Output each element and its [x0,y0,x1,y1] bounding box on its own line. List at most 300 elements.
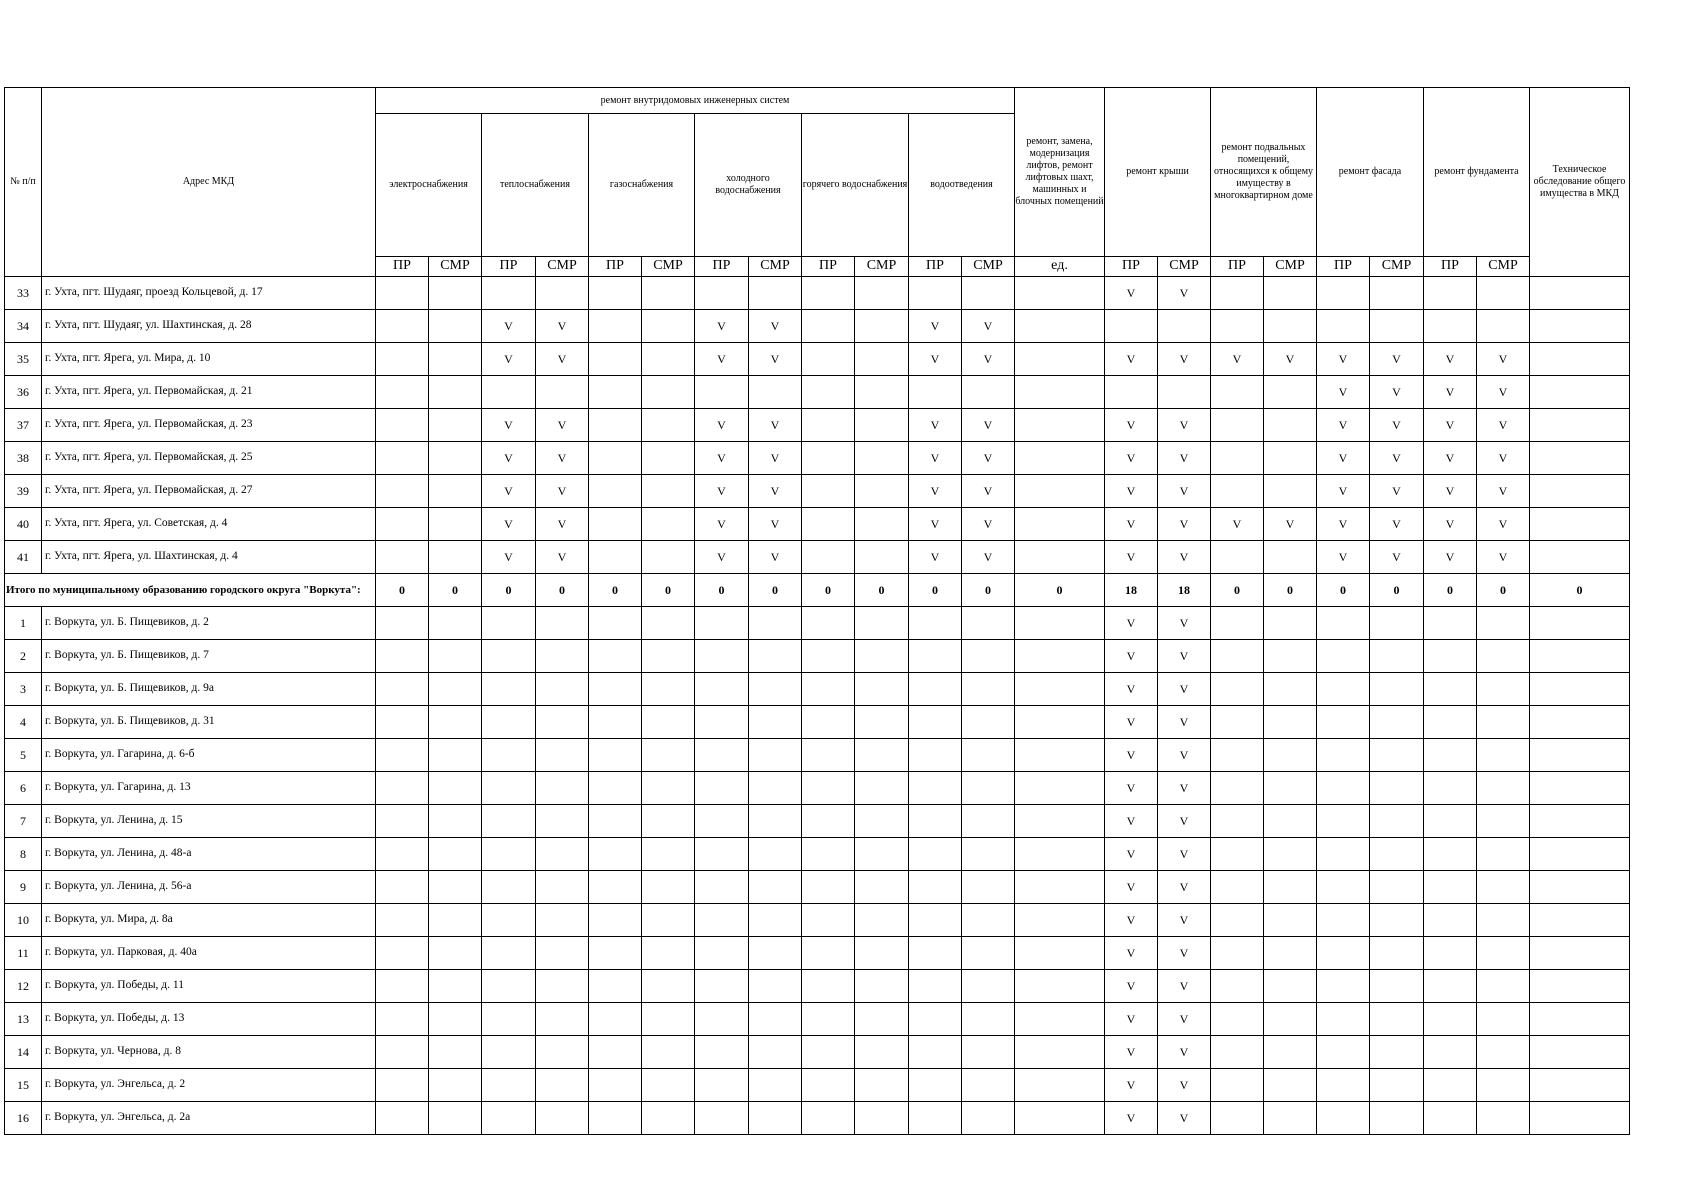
work-mark-cell [429,706,482,739]
header-heating: теплоснабжения [482,114,589,257]
work-mark-cell: V [482,508,536,541]
work-mark-cell [749,277,802,310]
work-mark-cell [536,970,589,1003]
work-mark-cell: V [1158,706,1211,739]
work-mark-cell [642,904,695,937]
work-mark-cell [1211,739,1264,772]
survey-cell [1530,277,1630,310]
work-mark-cell [376,805,429,838]
work-mark-cell [429,1102,482,1135]
work-mark-cell: V [1158,409,1211,442]
work-mark-cell [1211,442,1264,475]
row-address: г. Ухта, пгт. Ярега, ул. Первомайская, д. 21 [42,376,376,409]
work-mark-cell [642,343,695,376]
work-mark-cell [429,970,482,1003]
work-mark-cell: V [536,541,589,574]
total-value: 0 [482,574,536,607]
work-mark-cell [749,640,802,673]
table-row [5,640,1630,673]
work-mark-cell [802,1003,855,1036]
total-value: 18 [1105,574,1158,607]
subheader-pr: ПР [695,257,749,277]
work-mark-cell [429,1003,482,1036]
work-mark-cell [1477,838,1530,871]
work-mark-cell [376,739,429,772]
work-mark-cell [1424,640,1477,673]
work-mark-cell [855,904,909,937]
row-address: г. Воркута, ул. Б. Пищевиков, д. 2 [42,607,376,640]
work-mark-cell [962,673,1015,706]
work-mark-cell [962,871,1015,904]
work-mark-cell [429,541,482,574]
work-mark-cell [429,739,482,772]
row-address: г. Воркута, ул. Ленина, д. 56-а [42,871,376,904]
work-mark-cell [1317,1102,1370,1135]
work-mark-cell [855,838,909,871]
work-mark-cell [962,376,1015,409]
work-mark-cell [589,343,642,376]
work-mark-cell [1211,706,1264,739]
work-mark-cell: V [1370,442,1424,475]
work-mark-cell [1424,871,1477,904]
repair-schedule-table [4,87,1630,1135]
work-mark-cell: V [1424,475,1477,508]
work-mark-cell [536,673,589,706]
work-mark-cell [429,1069,482,1102]
header-roof: ремонт крыши [1105,88,1211,257]
table-row [5,277,1630,310]
row-address: г. Воркута, ул. Ленина, д. 48-а [42,838,376,871]
work-mark-cell [749,871,802,904]
work-mark-cell: V [482,409,536,442]
work-mark-cell [1424,1036,1477,1069]
work-mark-cell [802,376,855,409]
work-mark-cell [642,805,695,838]
work-mark-cell [376,1102,429,1135]
work-mark-cell [749,1003,802,1036]
work-mark-cell [1211,409,1264,442]
work-mark-cell [1264,706,1317,739]
survey-cell [1530,1036,1630,1069]
work-mark-cell [1264,970,1317,1003]
row-number: 8 [5,838,42,871]
work-mark-cell [1211,1036,1264,1069]
work-mark-cell [429,376,482,409]
table-row [5,607,1630,640]
work-mark-cell [536,937,589,970]
work-mark-cell [855,706,909,739]
work-mark-cell [1015,442,1105,475]
table-row [5,343,1630,376]
work-mark-cell [695,376,749,409]
work-mark-cell [802,838,855,871]
work-mark-cell: V [536,343,589,376]
work-mark-cell [695,772,749,805]
work-mark-cell: V [1264,508,1317,541]
work-mark-cell [909,904,962,937]
row-number: 36 [5,376,42,409]
row-number: 39 [5,475,42,508]
subheader-pr: ПР [1105,257,1158,277]
work-mark-cell [962,1036,1015,1069]
work-mark-cell [1424,739,1477,772]
work-mark-cell [1370,673,1424,706]
total-value: 0 [589,574,642,607]
work-mark-cell [589,442,642,475]
work-mark-cell [1264,376,1317,409]
work-mark-cell [1477,310,1530,343]
work-mark-cell [802,442,855,475]
work-mark-cell [962,904,1015,937]
work-mark-cell [1317,607,1370,640]
work-mark-cell [1264,1102,1317,1135]
work-mark-cell [1015,871,1105,904]
work-mark-cell [376,277,429,310]
survey-cell [1530,1069,1630,1102]
total-value: 0 [1211,574,1264,607]
subheader-pr: ПР [1317,257,1370,277]
work-mark-cell [962,607,1015,640]
work-mark-cell [802,1036,855,1069]
work-mark-cell [429,871,482,904]
table-row [5,805,1630,838]
subheader-pr: ПР [1424,257,1477,277]
work-mark-cell [482,838,536,871]
work-mark-cell [589,1036,642,1069]
work-mark-cell [1370,1003,1424,1036]
total-value: 0 [962,574,1015,607]
work-mark-cell [1477,739,1530,772]
work-mark-cell [642,871,695,904]
work-mark-cell [1317,904,1370,937]
work-mark-cell [1211,772,1264,805]
work-mark-cell [376,607,429,640]
work-mark-cell [1211,1102,1264,1135]
work-mark-cell [589,310,642,343]
work-mark-cell: V [1105,1102,1158,1135]
work-mark-cell [1317,805,1370,838]
work-mark-cell: V [1105,1003,1158,1036]
work-mark-cell [536,805,589,838]
work-mark-cell [482,805,536,838]
work-mark-cell [482,673,536,706]
work-mark-cell: V [1317,343,1370,376]
work-mark-cell [1264,1003,1317,1036]
work-mark-cell [855,970,909,1003]
work-mark-cell [855,937,909,970]
work-mark-cell: V [749,508,802,541]
work-mark-cell [642,1102,695,1135]
work-mark-cell [749,904,802,937]
work-mark-cell [962,772,1015,805]
work-mark-cell [589,1003,642,1036]
survey-cell [1530,508,1630,541]
work-mark-cell [909,1003,962,1036]
work-mark-cell [802,673,855,706]
work-mark-cell [1015,838,1105,871]
row-address: г. Воркута, ул. Мира, д. 8а [42,904,376,937]
work-mark-cell [1211,640,1264,673]
work-mark-cell [1477,1069,1530,1102]
work-mark-cell [1477,1102,1530,1135]
work-mark-cell [642,1036,695,1069]
work-mark-cell [589,409,642,442]
subheader-smr: СМР [642,257,695,277]
work-mark-cell [482,937,536,970]
work-mark-cell [1317,1003,1370,1036]
work-mark-cell: V [962,343,1015,376]
work-mark-cell [429,772,482,805]
subheader-smr: СМР [855,257,909,277]
work-mark-cell: V [1317,508,1370,541]
work-mark-cell [642,739,695,772]
work-mark-cell: V [1317,376,1370,409]
work-mark-cell [376,706,429,739]
work-mark-cell [1424,706,1477,739]
work-mark-cell [1158,310,1211,343]
work-mark-cell: V [536,475,589,508]
work-mark-cell [855,640,909,673]
work-mark-cell [589,1069,642,1102]
work-mark-cell [642,1069,695,1102]
work-mark-cell: V [1158,838,1211,871]
work-mark-cell [1264,607,1317,640]
total-value: 0 [1015,574,1105,607]
work-mark-cell [1264,673,1317,706]
work-mark-cell [429,937,482,970]
subheader-smr: СМР [749,257,802,277]
work-mark-cell [482,1102,536,1135]
row-number: 15 [5,1069,42,1102]
work-mark-cell: V [1370,409,1424,442]
work-mark-cell [1015,1102,1105,1135]
work-mark-cell: V [1158,1102,1211,1135]
work-mark-cell [855,805,909,838]
work-mark-cell [802,475,855,508]
work-mark-cell [855,310,909,343]
work-mark-cell: V [749,541,802,574]
work-mark-cell [695,673,749,706]
work-mark-cell: V [1158,772,1211,805]
total-value: 0 [855,574,909,607]
work-mark-cell [1477,640,1530,673]
work-mark-cell [1370,739,1424,772]
work-mark-cell [1015,772,1105,805]
work-mark-cell [1264,805,1317,838]
work-mark-cell [482,772,536,805]
work-mark-cell [429,838,482,871]
work-mark-cell [802,343,855,376]
work-mark-cell [1264,409,1317,442]
row-number: 13 [5,1003,42,1036]
work-mark-cell [536,838,589,871]
work-mark-cell [1424,838,1477,871]
total-value: 0 [1530,574,1630,607]
work-mark-cell [1211,838,1264,871]
work-mark-cell: V [749,475,802,508]
table-row [5,871,1630,904]
work-mark-cell [482,277,536,310]
work-mark-cell [909,706,962,739]
work-mark-cell [1370,772,1424,805]
work-mark-cell [1424,1069,1477,1102]
work-mark-cell [1264,739,1317,772]
work-mark-cell [1424,1003,1477,1036]
work-mark-cell [376,772,429,805]
work-mark-cell [642,1003,695,1036]
work-mark-cell [695,706,749,739]
total-value: 0 [749,574,802,607]
header-basement: ремонт подвальных помещений, относящихся к общему имуществу в многоквартирном доме [1211,88,1317,257]
work-mark-cell [536,1036,589,1069]
work-mark-cell [1477,970,1530,1003]
work-mark-cell [589,1102,642,1135]
subheader-smr: СМР [1158,257,1211,277]
work-mark-cell [589,838,642,871]
work-mark-cell [589,739,642,772]
work-mark-cell: V [695,475,749,508]
work-mark-cell [802,1102,855,1135]
row-number: 5 [5,739,42,772]
table-row [5,838,1630,871]
work-mark-cell [802,1069,855,1102]
work-mark-cell [909,673,962,706]
row-number: 10 [5,904,42,937]
table-row [5,706,1630,739]
work-mark-cell [589,772,642,805]
work-mark-cell [1015,1036,1105,1069]
work-mark-cell [695,1069,749,1102]
work-mark-cell: V [1424,541,1477,574]
work-mark-cell [376,970,429,1003]
work-mark-cell [1370,1069,1424,1102]
work-mark-cell [589,508,642,541]
work-mark-cell [855,673,909,706]
work-mark-cell [642,970,695,1003]
row-number: 34 [5,310,42,343]
header-facade: ремонт фасада [1317,88,1424,257]
work-mark-cell [429,277,482,310]
work-mark-cell [909,838,962,871]
work-mark-cell [695,1036,749,1069]
work-mark-cell [909,376,962,409]
work-mark-cell [855,871,909,904]
work-mark-cell [1264,310,1317,343]
work-mark-cell [482,1003,536,1036]
work-mark-cell: V [749,409,802,442]
work-mark-cell: V [1105,1069,1158,1102]
work-mark-cell [1424,1102,1477,1135]
work-mark-cell: V [1317,475,1370,508]
work-mark-cell [749,970,802,1003]
table-row [5,508,1630,541]
work-mark-cell [1370,706,1424,739]
work-mark-cell [1015,310,1105,343]
row-number: 9 [5,871,42,904]
row-number: 1 [5,607,42,640]
work-mark-cell [855,1102,909,1135]
work-mark-cell [695,1003,749,1036]
work-mark-cell: V [695,310,749,343]
work-mark-cell [1211,310,1264,343]
row-number: 37 [5,409,42,442]
work-mark-cell [962,739,1015,772]
work-mark-cell [642,706,695,739]
subheader-unit: ед. [1015,257,1105,277]
row-number: 14 [5,1036,42,1069]
survey-cell [1530,706,1630,739]
work-mark-cell [1317,772,1370,805]
work-mark-cell [695,937,749,970]
work-mark-cell [1317,1036,1370,1069]
work-mark-cell: V [1105,508,1158,541]
work-mark-cell [1211,376,1264,409]
work-mark-cell [1211,1003,1264,1036]
work-mark-cell [749,376,802,409]
work-mark-cell [1424,277,1477,310]
header-lifts: ремонт, замена, модернизация лифтов, ремонт лифтовых шахт, машинных и блочных помещений [1015,88,1105,257]
work-mark-cell [1317,838,1370,871]
work-mark-cell [802,871,855,904]
work-mark-cell: V [1424,508,1477,541]
work-mark-cell [642,937,695,970]
work-mark-cell [589,937,642,970]
work-mark-cell [962,1003,1015,1036]
work-mark-cell [376,1036,429,1069]
table-row [5,970,1630,1003]
work-mark-cell [1424,970,1477,1003]
work-mark-cell [482,640,536,673]
work-mark-cell [536,1102,589,1135]
work-mark-cell: V [909,508,962,541]
work-mark-cell [482,904,536,937]
work-mark-cell: V [962,442,1015,475]
work-mark-cell [695,1102,749,1135]
table-row [5,541,1630,574]
work-mark-cell [1424,937,1477,970]
work-mark-cell [802,277,855,310]
header-electricity: электроснабжения [376,114,482,257]
work-mark-cell [1211,475,1264,508]
work-mark-cell [802,607,855,640]
work-mark-cell [962,277,1015,310]
work-mark-cell: V [1105,607,1158,640]
work-mark-cell: V [1105,805,1158,838]
work-mark-cell [376,508,429,541]
work-mark-cell: V [1477,508,1530,541]
row-address: г. Ухта, пгт. Шудаяг, ул. Шахтинская, д. 28 [42,310,376,343]
work-mark-cell: V [1477,376,1530,409]
work-mark-cell: V [1424,409,1477,442]
row-address: г. Ухта, пгт. Ярега, ул. Первомайская, д. 27 [42,475,376,508]
work-mark-cell [429,475,482,508]
work-mark-cell [429,805,482,838]
work-mark-cell: V [962,409,1015,442]
work-mark-cell [536,772,589,805]
work-mark-cell [855,772,909,805]
work-mark-cell [855,409,909,442]
work-mark-cell: V [482,343,536,376]
work-mark-cell [642,541,695,574]
header-hot-water: горячего водоснабжения [802,114,909,257]
work-mark-cell [376,1069,429,1102]
work-mark-cell [802,772,855,805]
work-mark-cell [1317,739,1370,772]
work-mark-cell [429,442,482,475]
row-number: 38 [5,442,42,475]
total-value: 0 [1317,574,1370,607]
work-mark-cell: V [1370,541,1424,574]
